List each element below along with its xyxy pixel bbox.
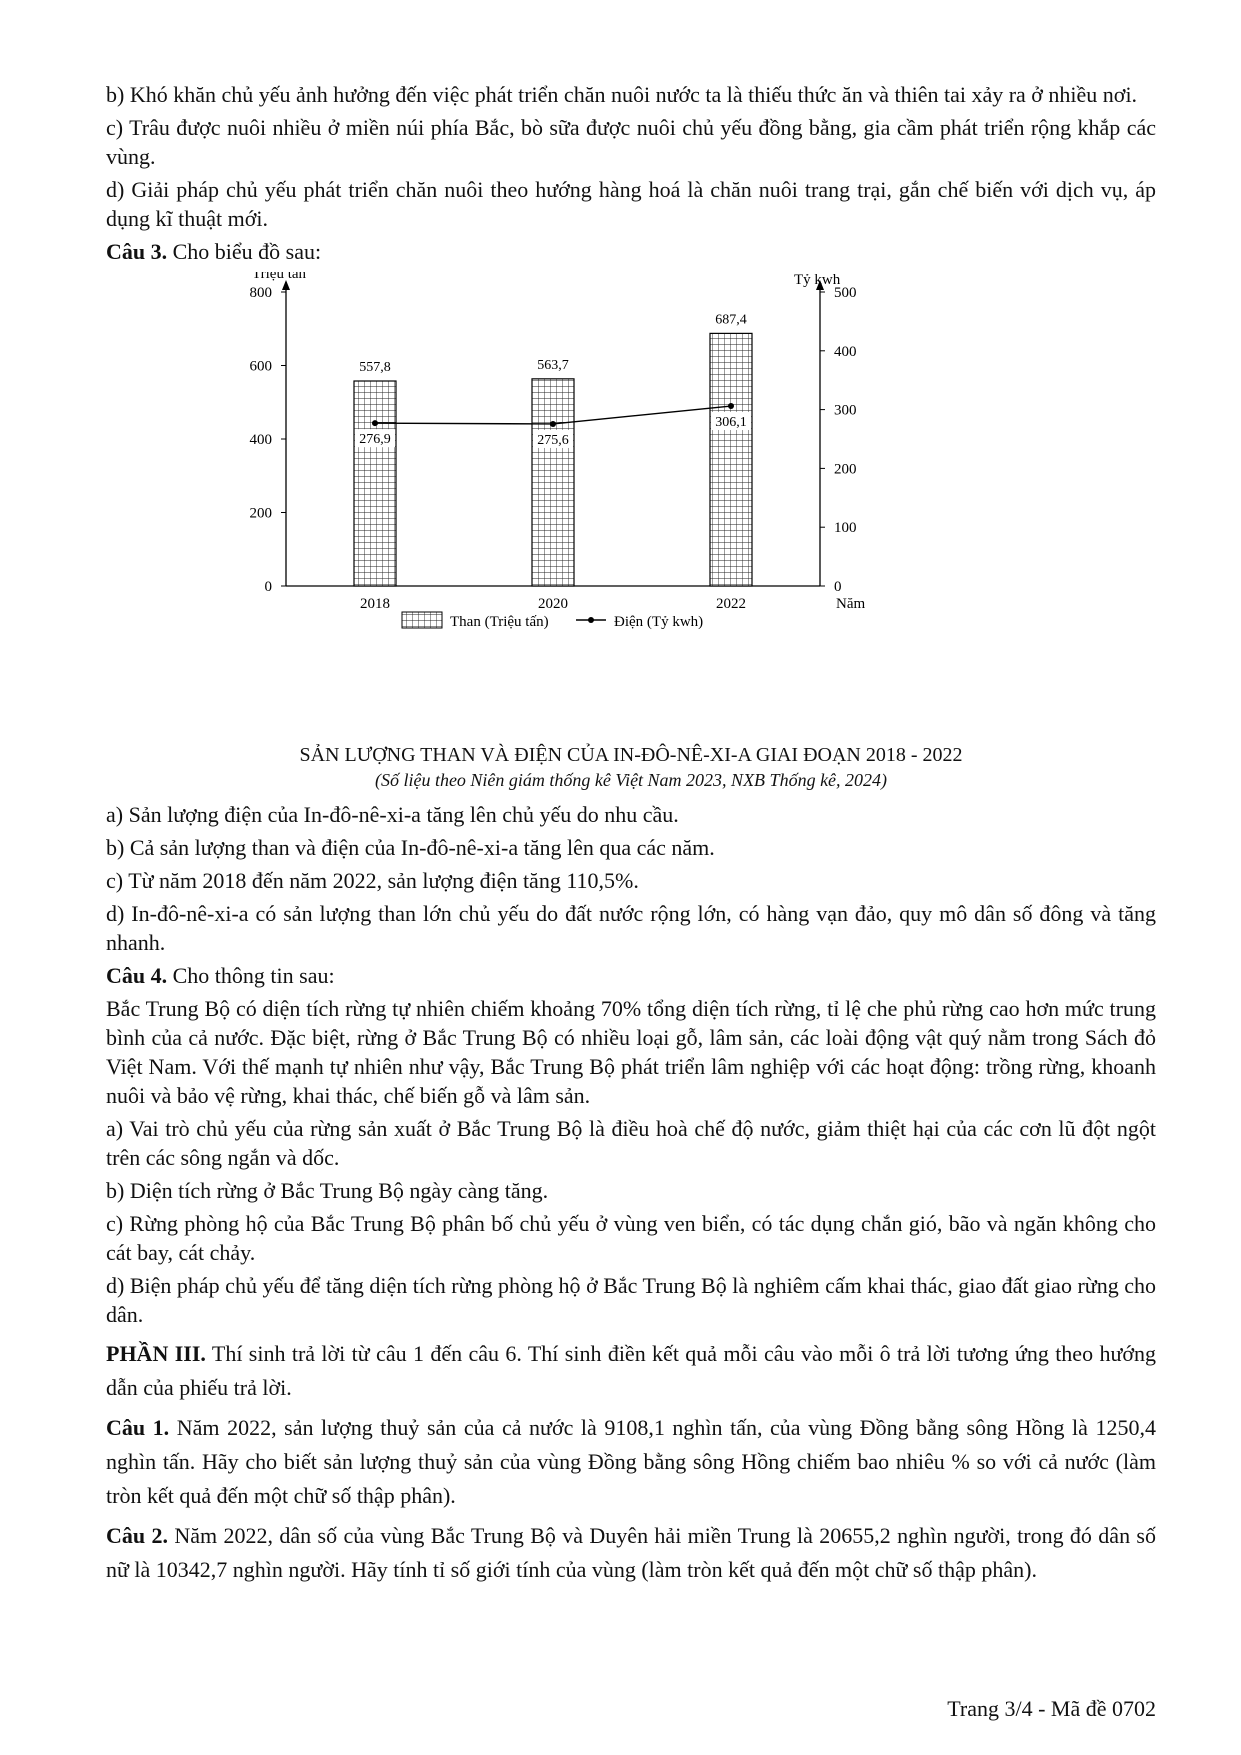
- chart-caption: SẢN LƯỢNG THAN VÀ ĐIỆN CỦA IN-ĐÔ-NÊ-XI-A GIAI ĐOẠN 2018 - 2022: [299, 744, 963, 766]
- page-content: [106, 80, 1156, 1591]
- coal-electricity-chart: [106, 272, 1156, 742]
- part3-q2-text: Năm 2022, dân số của vùng Bắc Trung Bộ và Duyên hải miền Trung là 20655,2 nghìn người, trong đó dân số nữ là 10342,7 nghìn người. Hãy tính tỉ số giới tính của vùng (làm tròn kết quả đến một chữ số thập phân).: [106, 1523, 1156, 1582]
- line-value-label: 306,1: [715, 415, 747, 431]
- x-tick-label: 2020: [538, 596, 568, 612]
- part3-q1-label: Câu 1.: [106, 1415, 170, 1440]
- q3-option-c: c) Từ năm 2018 đến năm 2022, sản lượng điện tăng 110,5%.: [106, 868, 639, 893]
- bar-than-2018: [354, 381, 396, 586]
- bar-value-label: 687,4: [715, 312, 747, 328]
- right-tick-label: 100: [834, 520, 857, 537]
- part3-q2: [106, 1519, 1156, 1587]
- page-footer: Trang 3/4 - Mã đề 0702: [947, 1696, 1156, 1721]
- q3-heading: [106, 237, 1156, 266]
- part3-q2-label: Câu 2.: [106, 1523, 168, 1548]
- left-tick-label: 0: [264, 579, 272, 595]
- line-value-label: 275,6: [537, 432, 569, 448]
- line-value-label: 276,9: [359, 432, 391, 448]
- q3-label: Câu 3.: [106, 239, 168, 264]
- q2-option-c: c) Trâu được nuôi nhiều ở miền núi phía Bắc, bò sữa được nuôi chủ yếu đồng bằng, gia cầm phát triển rộng khắp các vùng.: [106, 115, 1156, 169]
- q2-option-d: d) Giải pháp chủ yếu phát triển chăn nuôi theo hướng hàng hoá là chăn nuôi trang trại, gắn chế biến với dịch vụ, áp dụng kĩ thuật mới.: [106, 177, 1156, 231]
- legend-bar-swatch: [402, 612, 442, 628]
- bar-than-2022: [710, 333, 752, 586]
- bar-value-label: 563,7: [537, 357, 569, 373]
- q4-passage: Bắc Trung Bộ có diện tích rừng tự nhiên chiếm khoảng 70% tổng diện tích rừng, tỉ lệ che phủ rừng cao hơn mức trung bình của cả nước. Đặc biệt, rừng ở Bắc Trung Bộ có nhiều loại gỗ, lâm sản, các loài động vật quý nằm trong Sách đỏ Việt Nam. Với thế mạnh tự nhiên như vậy, Bắc Trung Bộ phát triển lâm nghiệp với các hoạt động: trồng rừng, khoanh nuôi và bảo vệ rừng, khai thác, chế biến gỗ và lâm sản.: [106, 996, 1156, 1108]
- right-tick-label: 300: [834, 402, 857, 419]
- q4-heading: [106, 961, 1156, 990]
- chart-container: [106, 272, 1156, 742]
- chart-source: (Số liệu theo Niên giám thống kê Việt Nam 2023, NXB Thống kê, 2024): [374, 770, 888, 790]
- line-point-dien: [550, 421, 556, 427]
- q2-option-b: b) Khó khăn chủ yếu ảnh hưởng đến việc phát triển chăn nuôi nước ta là thiếu thức ăn và thiên tai xảy ra ở nhiều nơi.: [106, 82, 1138, 107]
- q3-option-d: d) In-đô-nê-xi-a có sản lượng than lớn chủ yếu do đất nước rộng lớn, có hàng vạn đảo, quy mô dân số đông và tăng nhanh.: [106, 901, 1156, 955]
- x-tick-label: 2018: [360, 596, 390, 612]
- q4-option-b: b) Diện tích rừng ở Bắc Trung Bộ ngày càng tăng.: [106, 1178, 549, 1203]
- q4-prompt: Cho thông tin sau:: [172, 963, 335, 988]
- q3-option-b: b) Cả sản lượng than và điện của In-đô-nê-xi-a tăng lên qua các năm.: [106, 835, 715, 860]
- q4-option-a: a) Vai trò chủ yếu của rừng sản xuất ở Bắc Trung Bộ là điều hoà chế độ nước, giảm thiệt hại của các cơn lũ đột ngột trên các sông ngắn và dốc.: [106, 1116, 1156, 1170]
- part3-label: PHẦN III.: [106, 1341, 206, 1366]
- q4-option-d: d) Biện pháp chủ yếu để tăng diện tích rừng phòng hộ ở Bắc Trung Bộ là nghiêm cấm khai thác, giao đất giao rừng cho dân.: [106, 1273, 1156, 1327]
- bar-than-2020: [532, 379, 574, 586]
- part3-q1: [106, 1411, 1156, 1513]
- legend-bar-label: Than (Triệu tấn): [450, 614, 549, 630]
- x-tick-label: 2022: [716, 596, 746, 612]
- right-axis-title: Tỷ kwh: [794, 272, 841, 288]
- q4-label: Câu 4.: [106, 963, 168, 988]
- left-tick-label: 200: [249, 505, 272, 522]
- part3-q1-text: Năm 2022, sản lượng thuỷ sản của cả nước là 9108,1 nghìn tấn, của vùng Đồng bằng sông Hồng là 1250,4 nghìn tấn. Hãy cho biết sản lượng thuỷ sản của vùng Đồng bằng sông Hồng chiếm bao nhiêu % so với cả nước (làm tròn kết quả đến một chữ số thập phân).: [106, 1415, 1156, 1508]
- part3-text: Thí sinh trả lời từ câu 1 đến câu 6. Thí sinh điền kết quả mỗi câu vào mỗi ô trả lời tương ứng theo hướng dẫn của phiếu trả lời.: [106, 1341, 1157, 1400]
- left-tick-label: 800: [249, 285, 272, 301]
- q4-option-c: c) Rừng phòng hộ của Bắc Trung Bộ phân bố chủ yếu ở vùng ven biển, có tác dụng chắn gió, bão và ngăn không cho cát bay, cát chảy.: [106, 1211, 1156, 1265]
- right-tick-label: 400: [834, 343, 857, 360]
- right-tick-label: 0: [834, 579, 842, 595]
- bar-value-label: 557,8: [359, 360, 391, 376]
- left-tick-label: 600: [249, 358, 272, 375]
- part3-heading: [106, 1337, 1156, 1405]
- legend-line-marker: [588, 617, 594, 623]
- left-tick-label: 400: [249, 432, 272, 448]
- right-tick-label: 200: [834, 461, 857, 478]
- line-point-dien: [372, 420, 378, 426]
- legend-line-label: Điện (Tỷ kwh): [614, 614, 704, 630]
- q3-option-a: a) Sản lượng điện của In-đô-nê-xi-a tăng lên chủ yếu do nhu cầu.: [106, 802, 679, 827]
- line-point-dien: [728, 403, 734, 409]
- left-axis-title: Triệu tấn: [252, 272, 307, 282]
- x-axis-title: Năm: [836, 596, 866, 612]
- right-tick-label: 500: [834, 285, 857, 301]
- q3-prompt: Cho biểu đồ sau:: [172, 239, 322, 264]
